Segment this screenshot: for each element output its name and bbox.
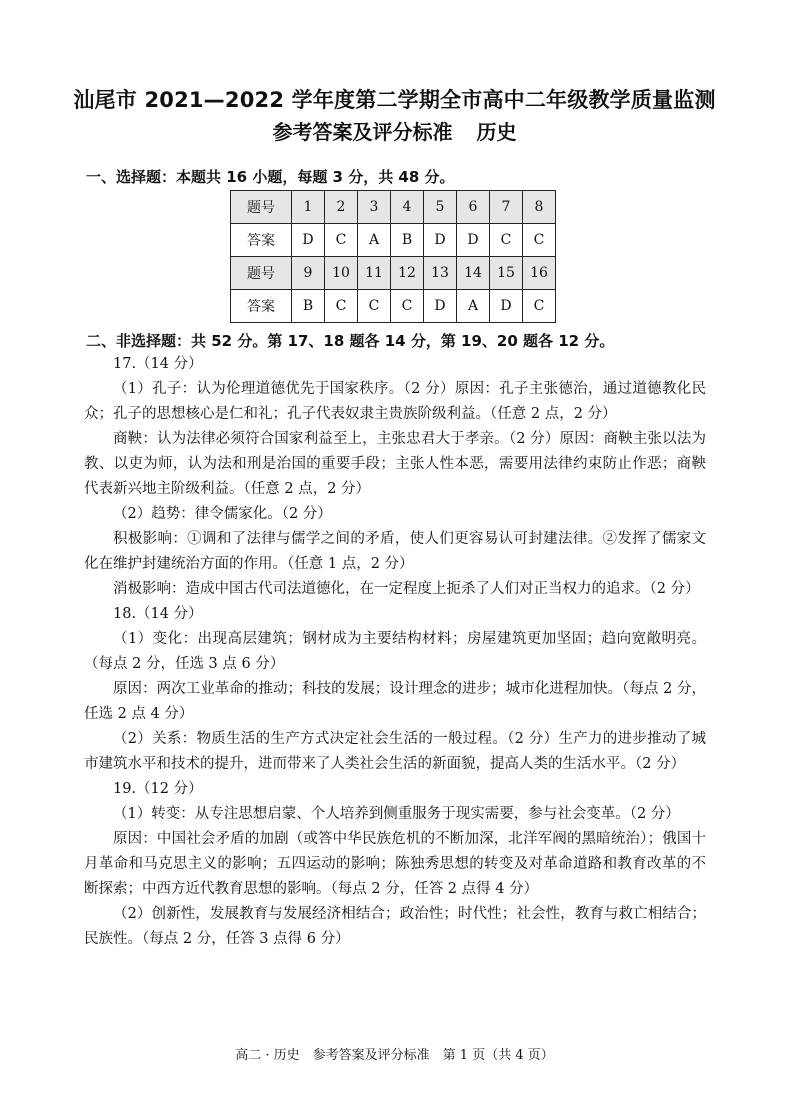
- table-cell: 12: [391, 257, 424, 290]
- table-row: [231, 191, 556, 224]
- table-row: [231, 290, 556, 323]
- table-cell: 16: [523, 257, 556, 290]
- subtitle-subject: 历史: [476, 120, 517, 144]
- question-number: 18.（14 分）: [113, 606, 203, 622]
- section-heading-choice: 一、选择题：本题共 16 小题，每题 3 分，共 48 分。: [86, 168, 455, 186]
- table-cell: 9: [292, 257, 325, 290]
- row-header: 答案: [231, 224, 292, 257]
- answer-paragraph: （2）关系：物质生活的生产方式决定社会生活的一般过程。（2 分）生产力的进步推动了城市建筑水平和技术的提升，进而带来了人类社会生活的新面貌，提高人类的生活水平。（2 分）: [84, 731, 706, 772]
- page-footer: 高二 · 历史 参考答案及评分标准 第 1 页（共 4 页）: [235, 1048, 554, 1063]
- document-subtitle: [0, 116, 789, 145]
- table-cell: D: [457, 224, 490, 257]
- table-cell: C: [523, 290, 556, 323]
- question-number: 19.（12 分）: [113, 781, 203, 797]
- table-cell: 8: [523, 191, 556, 224]
- row-header: 题号: [231, 257, 292, 290]
- document-title: 汕尾市 2021—2022 学年度第二学期全市高中二年级教学质量监测: [73, 88, 716, 112]
- row-header: 答案: [231, 290, 292, 323]
- answer-paragraph: （2）创新性，发展教育与发展经济相结合；政治性；时代性；社会性，教育与救亡相结合；民族性。（每点 2 分，任答 3 点得 6 分）: [84, 906, 706, 947]
- table-row: [231, 257, 556, 290]
- table-cell: A: [358, 224, 391, 257]
- table-cell: 2: [325, 191, 358, 224]
- row-header: 题号: [231, 191, 292, 224]
- table-cell: D: [490, 290, 523, 323]
- table-cell: 15: [490, 257, 523, 290]
- answer-paragraph: （1）变化：出现高层建筑；钢材成为主要结构材料；房屋建筑更加坚固；趋向宽敞明亮。（每点 2 分，任选 3 点 6 分）: [84, 631, 706, 672]
- table-cell: 1: [292, 191, 325, 224]
- table-cell: C: [325, 290, 358, 323]
- answer-paragraph: （1）转变：从专注思想启蒙、个人培养到侧重服务于现实需要，参与社会变革。（2 分）: [113, 806, 680, 822]
- table-cell: C: [523, 224, 556, 257]
- table-cell: 4: [391, 191, 424, 224]
- table-cell: 3: [358, 191, 391, 224]
- answer-paragraph: 商鞅：认为法律必须符合国家利益至上，主张忠君大于孝亲。（2 分）原因：商鞅主张以法为教、以吏为师，认为法和刑是治国的重要手段；主张人性本恶，需要用法律约束防止作恶；商鞅代表新兴地主阶级利益。（任意 2 点，2 分）: [84, 431, 706, 497]
- table-cell: D: [292, 224, 325, 257]
- table-cell: 6: [457, 191, 490, 224]
- table-cell: C: [325, 224, 358, 257]
- table-cell: D: [424, 290, 457, 323]
- table-cell: 11: [358, 257, 391, 290]
- table-cell: B: [292, 290, 325, 323]
- table-cell: A: [457, 290, 490, 323]
- table-row: [231, 224, 556, 257]
- answer-paragraph: 积极影响：①调和了法律与儒学之间的矛盾，使人们更容易认可封建法律。②发挥了儒家文化在维护封建统治方面的作用。（任意 1 点，2 分）: [84, 531, 706, 572]
- table-cell: 7: [490, 191, 523, 224]
- table-cell: C: [490, 224, 523, 257]
- table-cell: 14: [457, 257, 490, 290]
- table-cell: 5: [424, 191, 457, 224]
- answer-body: [84, 352, 706, 952]
- answer-table: [230, 190, 556, 323]
- table-cell: C: [391, 290, 424, 323]
- table-cell: 10: [325, 257, 358, 290]
- table-cell: 13: [424, 257, 457, 290]
- question-number: 17.（14 分）: [113, 356, 203, 372]
- table-cell: C: [358, 290, 391, 323]
- answer-paragraph: 原因：两次工业革命的推动；科技的发展；设计理念的进步；城市化进程加快。（每点 2 分，任选 2 点 4 分）: [84, 681, 706, 722]
- subtitle-main: 参考答案及评分标准: [272, 120, 453, 144]
- answer-paragraph: （2）趋势：律令儒家化。（2 分）: [113, 506, 332, 522]
- answer-paragraph: （1）孔子：认为伦理道德优先于国家秩序。（2 分）原因：孔子主张德治，通过道德教化民众；孔子的思想核心是仁和礼；孔子代表奴隶主贵族阶级利益。（任意 2 点，2 分）: [84, 381, 706, 422]
- answer-paragraph: 消极影响：造成中国古代司法道德化，在一定程度上扼杀了人们对正当权力的追求。（2 分）: [113, 581, 700, 597]
- table-cell: D: [424, 224, 457, 257]
- table-cell: B: [391, 224, 424, 257]
- answer-paragraph: 原因：中国社会矛盾的加剧（或答中华民族危机的不断加深，北洋军阀的黑暗统治）；俄国十月革命和马克思主义的影响；五四运动的影响；陈独秀思想的转变及对革命道路和教育改革的不断探索；中西方近代教育思想的影响。（每点 2 分，任答 2 点得 4 分）: [84, 831, 706, 897]
- section-heading-nonchoice: 二、非选择题：共 52 分。第 17、18 题各 14 分，第 19、20 题各 12 分。: [86, 332, 615, 350]
